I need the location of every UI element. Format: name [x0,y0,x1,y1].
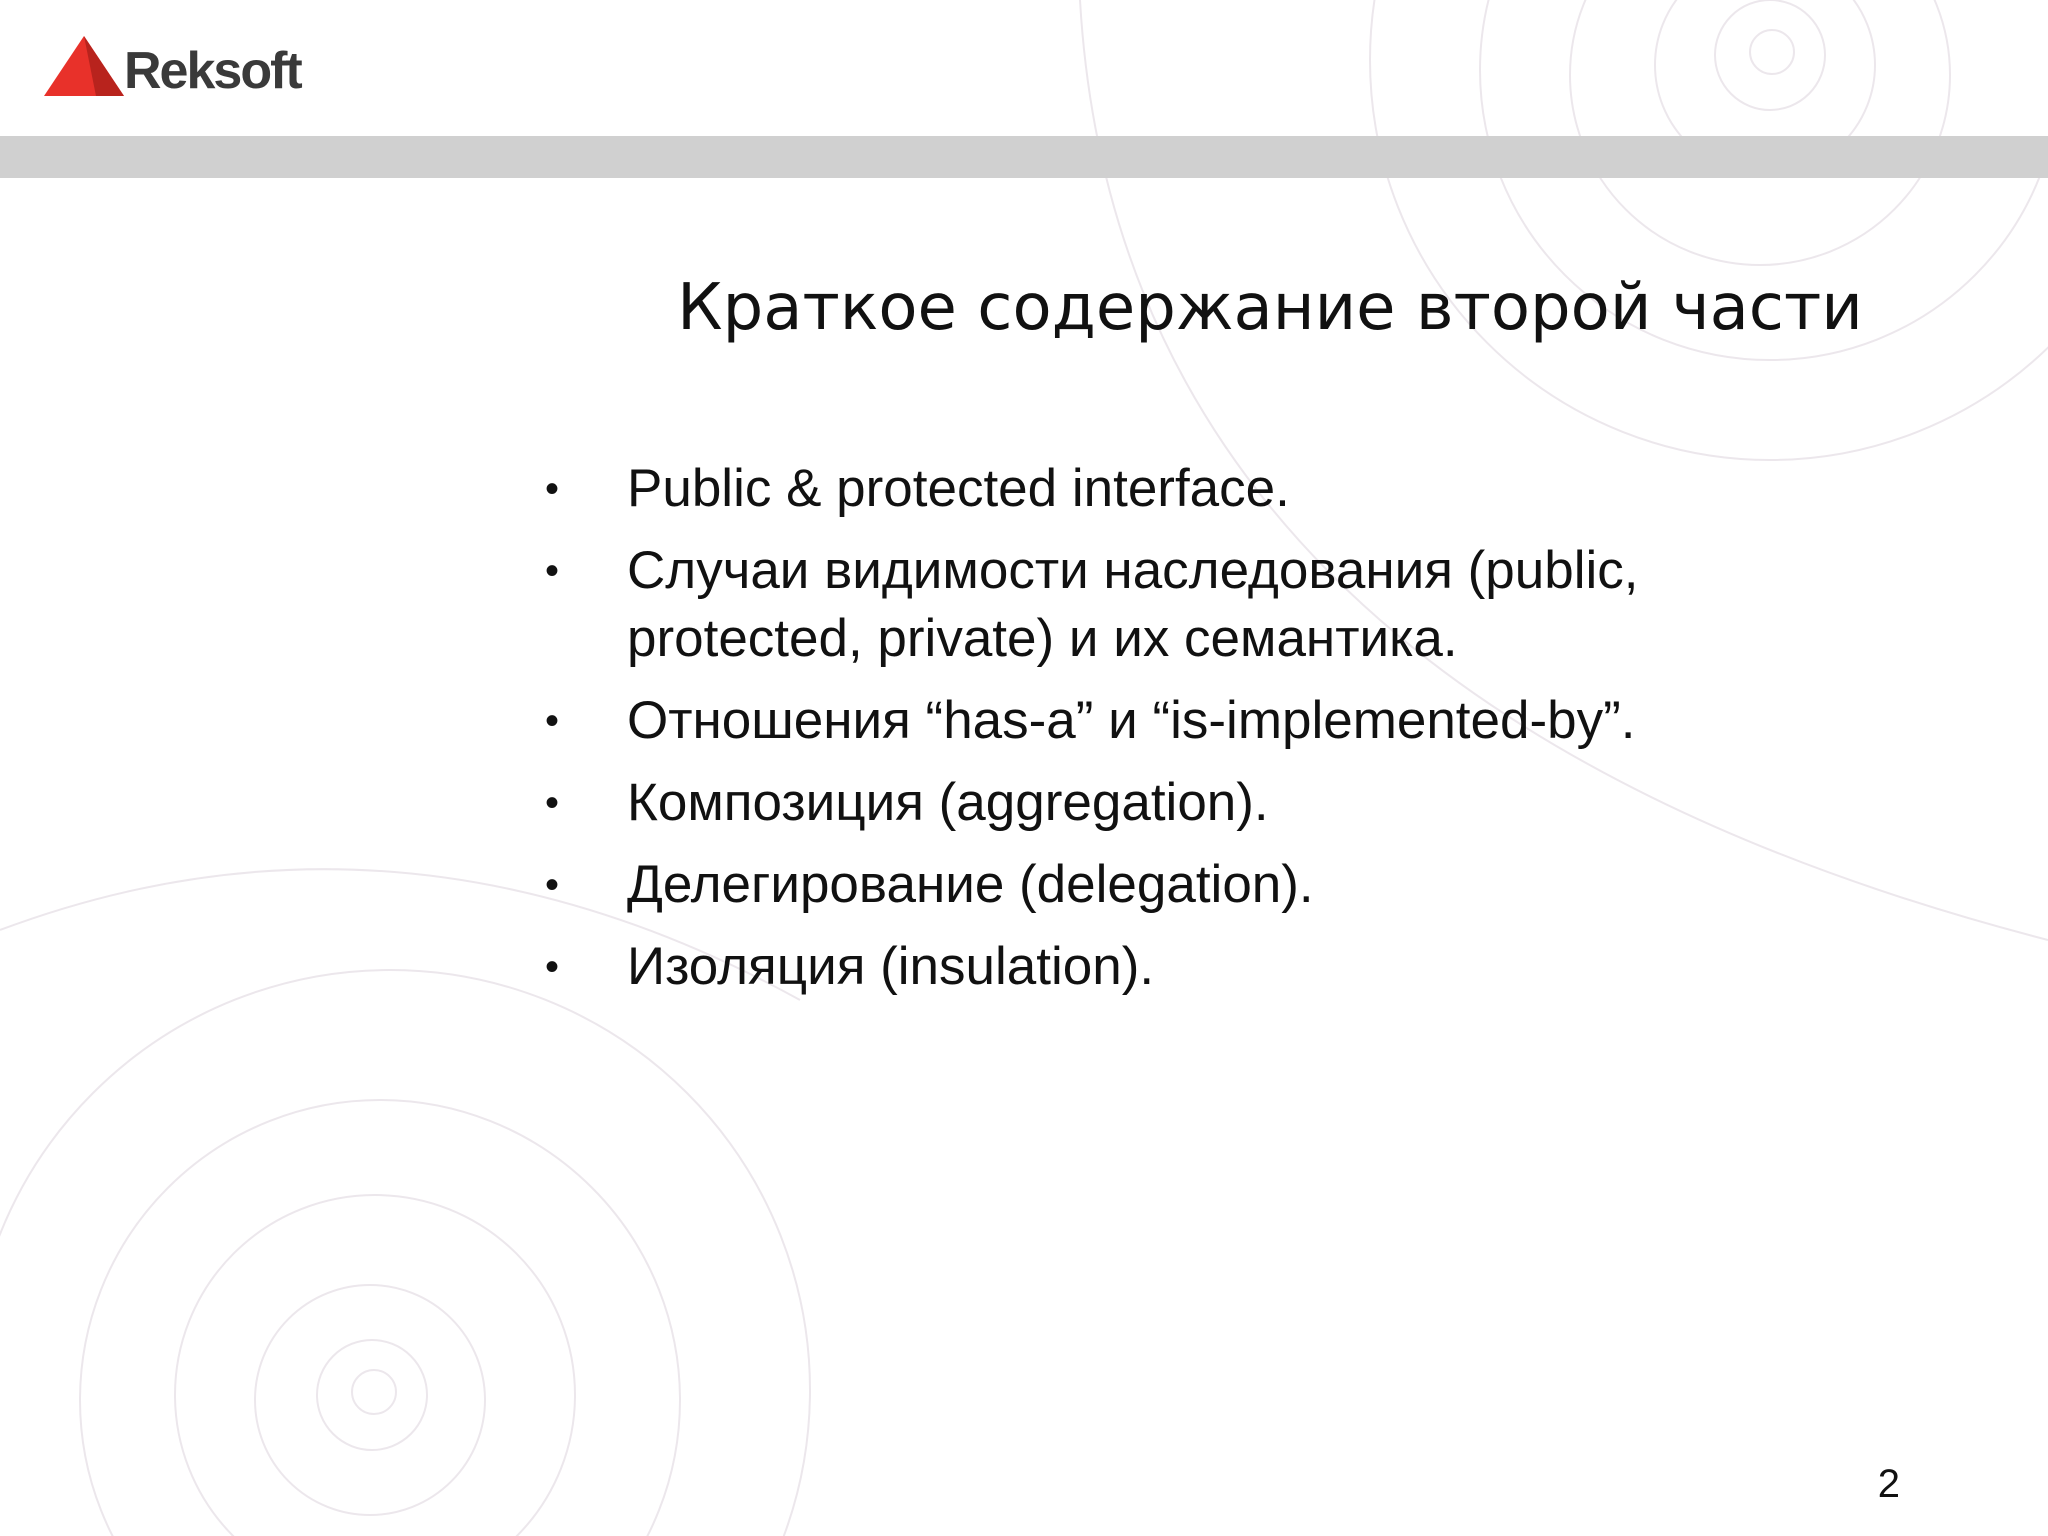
list-item-text: Отношения “has-a” и “is-implemented-by”. [627,691,1636,750]
list-item [545,455,1845,523]
logo-triangle-icon [44,34,124,104]
list-item-text: Композиция (aggregation). [627,773,1269,832]
header-band [0,136,2048,178]
list-item-text: Изоляция (insulation). [627,937,1155,996]
bullet-icon: • [545,699,560,743]
bullet-icon: • [545,863,560,907]
logo-wordmark: Reksoft [124,42,301,100]
list-item [545,537,1845,673]
list-item [545,687,1845,755]
bullet-icon: • [545,549,560,593]
list-item [545,933,1845,1001]
bullet-icon: • [545,467,560,511]
list-item-text: Public & protected interface. [627,459,1290,518]
slide-title: Краткое содержание второй части [677,271,1863,345]
reksoft-logo [44,34,334,104]
page-number: 2 [1877,1462,1900,1506]
list-item [545,769,1845,837]
list-item [545,851,1845,919]
list-item-text: Случаи видимости наследования (public, protected, private) и их семантика. [627,541,1639,668]
bullet-icon: • [545,781,560,825]
list-item-text: Делегирование (delegation). [627,855,1314,914]
bullet-list [545,455,1845,1015]
bullet-icon: • [545,945,560,989]
